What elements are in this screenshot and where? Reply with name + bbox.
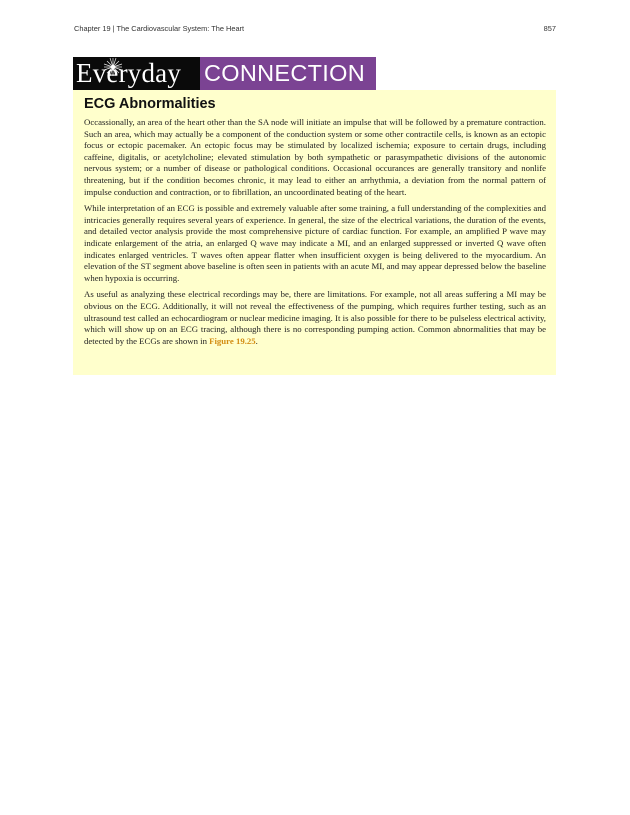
banner-everyday-panel: [73, 57, 200, 90]
feature-box: [73, 90, 556, 375]
banner-everyday-label: Everyday: [76, 58, 182, 88]
paragraph-limitations-end: .: [255, 335, 258, 346]
paragraph-ectopic-focus: Occassionally, an area of the heart other than the SA node will initiate an impulse that will be followed by a premature contraction. Such an area, which may actually be a component of the conduction system or some other contractile cells, is known as an ectopic focus or ectopic pacemaker. An ectopic focus may be stimulated by localized ischemia; exposure to certain drugs, including caffeine, digitalis, or acetylcholine; elevated stimulation by both sympathetic or parasympathetic divisions of the autonomic nervous system; or a number of disease or pathological conditions. Occasional occurances are generally transitory and nonlife threatening, but if the condition becomes chronic, it may lead to either an arrhythmia, a deviation from the normal pattern of impulse conduction and contraction, or to fibrillation, an uncoordinated beating of the heart.: [84, 117, 546, 197]
chapter-title: Chapter 19 | The Cardiovascular System: The Heart: [74, 24, 245, 33]
feature-title: ECG Abnormalities: [84, 96, 216, 112]
figure-19-25-link[interactable]: Figure 19.25: [209, 335, 256, 346]
page-number: 857: [543, 24, 556, 33]
banner-connection-label: CONNECTION: [200, 57, 376, 90]
paragraph-ecg-interpretation: While interpretation of an ECG is possible and extremely valuable after some training, a full understanding of the complexities and intricacies generally requires several years of experience. In general, the size of the electrical variations, the duration of the events, and detailed vector analysis provide the most comprehensive picture of cardiac function. For example, an amplified P wave may indicate enlargement of the atria, an enlarged Q wave may indicate a MI, and an enlarged suppressed or inverted Q wave often indicates enlarged ventricles. T waves often appear flatter when insufficient oxygen is being delivered to the myocardium. An elevation of the ST segment above baseline is often seen in patients with an acute MI, and may appear depressed below the baseline when hypoxia is occurring.: [84, 203, 546, 283]
paragraph-limitations-text: As useful as analyzing these electrical recordings may be, there are limitations. For example, not all areas suffering a MI may be obvious on the ECG. Additionally, it will not reveal the effectiveness of the pumping, which requires further testing, such as an ultrasound test called an echocardiogram or nuclear medicine imaging. It is also possible for there to be pulseless electrical activity, which will show up on an ECG tracing, although there is no corresponding pumping action. Common abnormalities that may be detected by the ECGs are shown in: [84, 289, 546, 346]
paragraph-ecg-limitations: [84, 289, 546, 347]
running-header: [74, 24, 556, 38]
everyday-connection-banner: [73, 57, 376, 90]
